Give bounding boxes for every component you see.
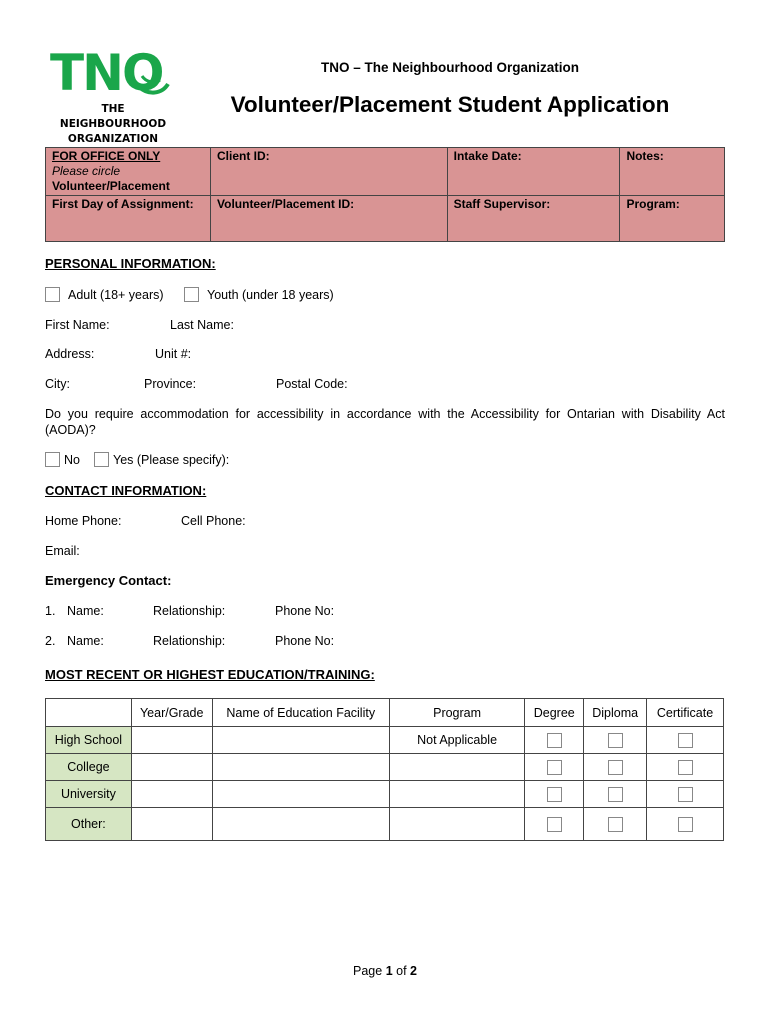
notes-cell[interactable]: Notes: (620, 148, 725, 196)
table-row (46, 808, 724, 841)
contact-2-relationship-label: Relationship: (153, 634, 226, 648)
contact-2-num: 2. (45, 634, 56, 648)
diploma-cell[interactable] (584, 754, 647, 781)
col-header-year-grade: Year/Grade (131, 699, 212, 727)
contact-info-heading: CONTACT INFORMATION: (45, 483, 207, 498)
degree-cell[interactable] (525, 781, 584, 808)
contact-1-num: 1. (45, 604, 56, 618)
aoda-yes-label: Yes (Please specify): (113, 453, 230, 467)
adult-option[interactable] (45, 287, 164, 302)
page-number (300, 964, 470, 978)
contact-1-relationship-label: Relationship: (153, 604, 226, 618)
aoda-no-option[interactable] (45, 452, 80, 467)
office-only-cell (46, 148, 211, 196)
certificate-checkbox[interactable] (678, 760, 693, 775)
first-name-label: First Name: (45, 318, 110, 332)
program-cell[interactable]: Program: (620, 196, 725, 242)
degree-cell[interactable] (525, 727, 584, 754)
adult-checkbox[interactable] (45, 287, 60, 302)
row-label-other: Other: (46, 808, 132, 841)
program-cell[interactable] (389, 808, 524, 841)
diploma-checkbox[interactable] (608, 817, 623, 832)
row-label-high-school: High School (46, 727, 132, 754)
col-header-certificate: Certificate (647, 699, 724, 727)
col-header-empty (46, 699, 132, 727)
degree-cell[interactable] (525, 754, 584, 781)
program-cell[interactable] (389, 754, 524, 781)
year-grade-cell[interactable] (131, 727, 212, 754)
logo-subtitle (50, 102, 176, 147)
certificate-cell[interactable] (647, 754, 724, 781)
emergency-contact-heading: Emergency Contact: (45, 573, 172, 588)
personal-info-heading: PERSONAL INFORMATION: (45, 256, 216, 271)
diploma-cell[interactable] (584, 727, 647, 754)
contact-2-name-label: Name: (67, 634, 104, 648)
tno-logo (50, 44, 180, 145)
vol-placement-label: Volunteer/Placement (52, 179, 170, 193)
education-table (45, 698, 724, 841)
for-office-only-label: FOR OFFICE ONLY (52, 149, 161, 163)
certificate-checkbox[interactable] (678, 817, 693, 832)
aoda-question: Do you require accommodation for accessibility in accordance with the Accessibility for Ontarian with Disability Act (AODA)? (45, 407, 725, 437)
aoda-no-label: No (64, 453, 80, 467)
org-name: TNO – The Neighbourhood Organization (321, 60, 579, 75)
logo-wordmark: TNO (50, 44, 163, 102)
adult-label: Adult (18+ years) (68, 288, 164, 302)
table-row (46, 727, 724, 754)
facility-cell[interactable] (212, 727, 389, 754)
address-label: Address: (45, 347, 95, 361)
degree-checkbox[interactable] (547, 733, 562, 748)
education-heading: MOST RECENT OR HIGHEST EDUCATION/TRAINING: (45, 667, 375, 682)
col-header-diploma: Diploma (584, 699, 647, 727)
degree-checkbox[interactable] (547, 760, 562, 775)
youth-checkbox[interactable] (184, 287, 199, 302)
diploma-cell[interactable] (584, 808, 647, 841)
certificate-checkbox[interactable] (678, 733, 693, 748)
unit-label: Unit #: (155, 347, 192, 361)
certificate-cell[interactable] (647, 781, 724, 808)
aoda-yes-checkbox[interactable] (94, 452, 109, 467)
year-grade-cell[interactable] (131, 781, 212, 808)
degree-checkbox[interactable] (547, 817, 562, 832)
certificate-cell[interactable] (647, 808, 724, 841)
degree-checkbox[interactable] (547, 787, 562, 802)
diploma-checkbox[interactable] (608, 733, 623, 748)
youth-label: Youth (under 18 years) (207, 288, 334, 302)
province-label: Province: (144, 377, 197, 391)
last-name-label: Last Name: (170, 318, 234, 332)
please-circle-label: Please circle (52, 164, 121, 178)
document-title: Volunteer/Placement Student Application (230, 92, 670, 117)
contact-1-name-label: Name: (67, 604, 104, 618)
col-header-facility: Name of Education Facility (212, 699, 389, 727)
home-phone-label: Home Phone: (45, 514, 122, 528)
youth-option[interactable] (184, 287, 334, 302)
contact-2-phone-label: Phone No: (275, 634, 335, 648)
row-label-college: College (46, 754, 132, 781)
program-cell[interactable] (389, 781, 524, 808)
of-word: of (396, 964, 407, 978)
aoda-yes-option[interactable] (94, 452, 229, 467)
total-pages: 2 (410, 964, 417, 978)
office-only-table (45, 147, 725, 242)
email-label: Email: (45, 544, 80, 558)
postal-code-label: Postal Code: (276, 377, 348, 391)
diploma-checkbox[interactable] (608, 787, 623, 802)
education-header-row (46, 699, 724, 727)
cell-phone-label: Cell Phone: (181, 514, 246, 528)
volunteer-id-cell[interactable]: Volunteer/Placement ID: (211, 196, 448, 242)
current-page: 1 (385, 964, 393, 978)
hand-heart-icon (128, 46, 178, 101)
facility-cell[interactable] (212, 754, 389, 781)
contact-1-phone-label: Phone No: (275, 604, 335, 618)
facility-cell[interactable] (212, 808, 389, 841)
year-grade-cell[interactable] (131, 754, 212, 781)
col-header-program: Program (389, 699, 524, 727)
city-label: City: (45, 377, 70, 391)
col-header-degree: Degree (525, 699, 584, 727)
staff-supervisor-cell[interactable]: Staff Supervisor: (447, 196, 620, 242)
certificate-checkbox[interactable] (678, 787, 693, 802)
page-word: Page (353, 964, 383, 978)
logo-sub-line-1: THE NEIGHBOURHOOD (59, 103, 167, 130)
diploma-cell[interactable] (584, 781, 647, 808)
first-day-cell[interactable]: First Day of Assignment: (46, 196, 211, 242)
program-cell[interactable]: Not Applicable (389, 727, 524, 754)
table-row (46, 781, 724, 808)
aoda-no-checkbox[interactable] (45, 452, 60, 467)
client-id-cell[interactable]: Client ID: (211, 148, 448, 196)
table-row (46, 754, 724, 781)
diploma-checkbox[interactable] (608, 760, 623, 775)
degree-cell[interactable] (525, 808, 584, 841)
intake-date-cell[interactable]: Intake Date: (447, 148, 620, 196)
facility-cell[interactable] (212, 781, 389, 808)
year-grade-cell[interactable] (131, 808, 212, 841)
logo-sub-line-2: ORGANIZATION (67, 133, 159, 145)
row-label-university: University (46, 781, 132, 808)
certificate-cell[interactable] (647, 727, 724, 754)
